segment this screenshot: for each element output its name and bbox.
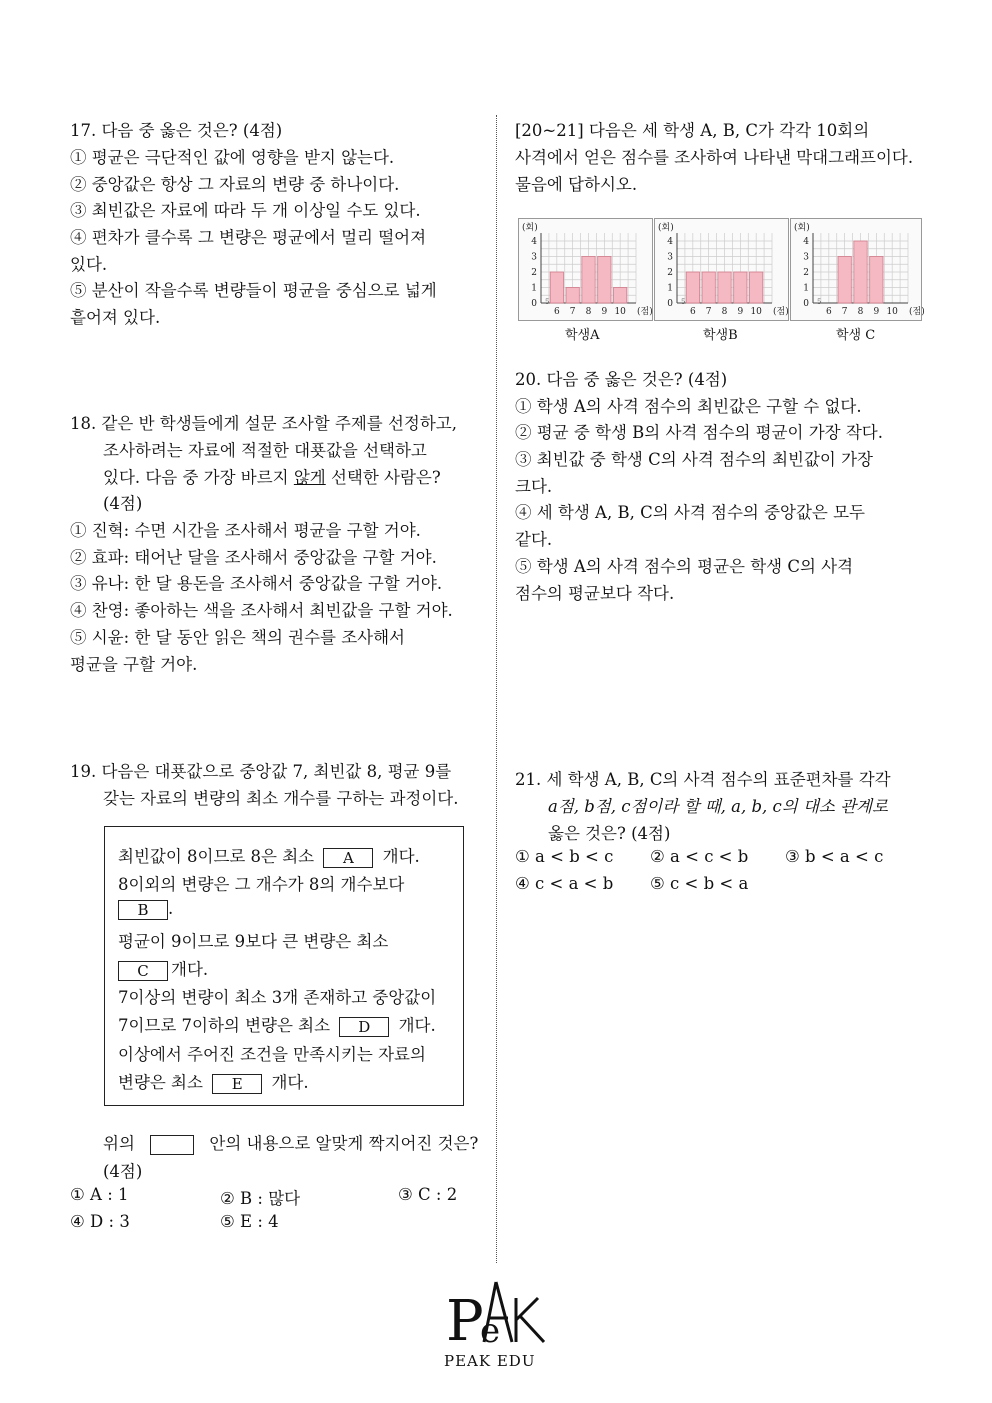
q19-title-2: 갖는 자료의 변량의 최소 개수를 구하는 과정이다. <box>103 789 459 808</box>
y-tick-label: 3 <box>667 252 673 263</box>
chart-a-title: 학생A <box>565 328 600 343</box>
blank-c: C <box>118 961 168 981</box>
box-line-8: 이상에서 주어진 조건을 만족시키는 자료의 <box>118 1045 426 1064</box>
q18-choice-4: ④ 찬영: 좋아하는 색을 조사해서 최빈값을 구할 거야. <box>70 601 453 620</box>
box-line-7b: 개다. <box>398 1016 436 1035</box>
q21-choice-5: ⑤ c < b < a <box>650 874 749 893</box>
q18-choice-2: ② 효파: 태어난 달을 조사해서 중앙값을 구할 거야. <box>70 548 437 567</box>
x-tick-label: 7 <box>569 307 576 317</box>
chart-panel-c <box>790 218 925 321</box>
bar <box>750 272 763 303</box>
bar <box>582 257 595 304</box>
q19-title: 19. 다음은 대푯값으로 중앙값 7, 최빈값 8, 평균 9를 <box>70 762 452 781</box>
y-tick-label: 4 <box>531 237 537 247</box>
x-tick-label: 9 <box>737 307 744 317</box>
column-divider <box>496 115 497 1263</box>
q18-choice-1: ① 진혁: 수면 시간을 조사해서 평균을 구할 거야. <box>70 521 421 540</box>
box-line-9b: 개다. <box>271 1073 309 1092</box>
q18-title-2: 조사하려는 자료에 적절한 대푯값을 선택하고 <box>103 441 427 460</box>
y-tick-label: 2 <box>667 268 673 278</box>
q20-choice-1: ① 학생 A의 사격 점수의 최빈값은 구할 수 없다. <box>515 397 862 416</box>
box-line-1a: 최빈값이 8이므로 8은 최소 <box>118 847 315 866</box>
svg-text:e: e <box>480 1311 501 1351</box>
y-tick-label: 2 <box>531 268 537 278</box>
q21-choice-1: ① a < b < c <box>515 847 614 866</box>
x-axis-label: (점) <box>909 307 925 317</box>
bar <box>734 272 747 303</box>
x-axis-label: (점) <box>637 307 653 317</box>
bar <box>838 257 851 304</box>
chart-b-title: 학생B <box>703 328 738 343</box>
bar <box>598 257 611 304</box>
box-line-9a: 변량은 최소 <box>118 1073 203 1092</box>
chart-b-svg <box>655 219 788 320</box>
q17-choice-2: ② 중앙값은 항상 그 자료의 변량 중 하나이다. <box>70 175 400 194</box>
x-tick-label: 10 <box>750 307 762 317</box>
q17-choice-1: ① 평균은 극단적인 값에 영향을 받지 않는다. <box>70 148 395 167</box>
y-tick-label: 1 <box>803 283 809 294</box>
q18-title: 18. 같은 반 학생들에게 설문 조사할 주제를 선정하고, <box>70 414 457 433</box>
y-tick-label: 3 <box>803 252 809 263</box>
box-line-9 <box>118 1069 309 1094</box>
box-line-5 <box>118 956 208 981</box>
q17-title: 17. 다음 중 옳은 것은? (4점) <box>70 121 283 140</box>
box-line-3 <box>118 899 173 920</box>
q20-choice-5-cont: 점수의 평균보다 작다. <box>515 584 675 603</box>
x-tick-label: 9 <box>873 307 880 317</box>
intro-line-3: 물음에 답하시오. <box>515 175 638 194</box>
blank-empty <box>150 1135 194 1155</box>
q20-choice-3: ③ 최빈값 중 학생 C의 사격 점수의 최빈값이 가장 <box>515 450 873 469</box>
svg-text:P: P <box>446 1289 484 1354</box>
x-break-label: 5 <box>817 298 822 306</box>
bar <box>702 272 715 303</box>
q19-points: (4점) <box>103 1162 143 1181</box>
q20-choice-5: ⑤ 학생 A의 사격 점수의 평균은 학생 C의 사격 <box>515 557 854 576</box>
x-tick-label: 6 <box>689 307 696 317</box>
x-break-label: 5 <box>545 298 550 306</box>
y-tick-label: 0 <box>667 299 673 309</box>
intro-line-2: 사격에서 얻은 점수를 조사하여 나타낸 막대그래프이다. <box>515 148 914 167</box>
x-tick-label: 8 <box>857 307 864 317</box>
box-line-7a: 7이므로 7이하의 변량은 최소 <box>118 1016 331 1035</box>
blank-d: D <box>339 1017 389 1037</box>
x-tick-label: 8 <box>585 307 592 317</box>
bar <box>550 272 563 303</box>
box-line-4: 평균이 9이므로 9보다 큰 변량은 최소 <box>118 932 389 951</box>
q19-choice-1: ① A : 1 <box>70 1185 129 1204</box>
y-tick-label: 1 <box>531 283 537 294</box>
q17-choice-4-cont: 있다. <box>70 255 108 274</box>
q18-title-3b: 선택한 사람은? <box>325 468 441 487</box>
y-axis-label: (회) <box>794 223 810 233</box>
bar <box>686 272 699 303</box>
q19-choice-2: ② B : 많다 <box>220 1189 301 1208</box>
box-line-3b: . <box>168 899 174 918</box>
y-tick-label: 1 <box>667 283 673 294</box>
y-tick-label: 0 <box>531 299 537 309</box>
q18-choice-5: ⑤ 시윤: 한 달 동안 읽은 책의 권수를 조사해서 <box>70 628 405 647</box>
bar <box>566 288 579 304</box>
q17-choice-5: ⑤ 분산이 작을수록 변량들이 평균을 중심으로 넓게 <box>70 281 437 300</box>
bar <box>718 272 731 303</box>
x-tick-label: 8 <box>721 307 728 317</box>
peak-logo <box>440 1278 552 1373</box>
x-tick-label: 6 <box>825 307 832 317</box>
q17-choice-5-cont: 흩어져 있다. <box>70 308 161 327</box>
y-tick-label: 2 <box>803 268 809 278</box>
blank-a: A <box>323 848 373 868</box>
peak-logo-mark <box>440 1278 552 1354</box>
y-tick-label: 3 <box>531 252 537 263</box>
q21-choice-4: ④ c < a < b <box>515 874 614 893</box>
x-tick-label: 7 <box>841 307 848 317</box>
intro-line-1: [20~21] 다음은 세 학생 A, B, C가 각각 10회의 <box>515 121 870 140</box>
x-break-label: 5 <box>681 298 686 306</box>
box-line-1 <box>118 843 420 868</box>
peak-logo-text: PEAK EDU <box>444 1352 536 1370</box>
q19-question-b: 안의 내용으로 알맞게 짝지어진 것은? <box>209 1134 479 1153</box>
q18-choice-5-cont: 평균을 구할 거야. <box>70 655 198 674</box>
q20-title: 20. 다음 중 옳은 것은? (4점) <box>515 370 728 389</box>
q21-title: 21. 세 학생 A, B, C의 사격 점수의 표준편차를 각각 <box>515 770 891 789</box>
q17-choice-4: ④ 편차가 클수록 그 변량은 평균에서 멀리 떨어져 <box>70 228 427 247</box>
q20-choice-4: ④ 세 학생 A, B, C의 사격 점수의 중앙값은 모두 <box>515 503 865 522</box>
q21-title-3: 옳은 것은? (4점) <box>548 824 671 843</box>
y-axis-label: (회) <box>522 223 538 233</box>
q18-underlined: 않게 <box>293 468 326 487</box>
box-line-6: 7이상의 변량이 최소 3개 존재하고 중앙값이 <box>118 988 437 1007</box>
q20-choice-3-cont: 크다. <box>515 477 553 496</box>
q17-choice-3: ③ 최빈값은 자료에 따라 두 개 이상일 수도 있다. <box>70 201 421 220</box>
x-tick-label: 10 <box>886 307 898 317</box>
q18-title-3 <box>103 464 441 488</box>
box-line-5b: 개다. <box>171 960 209 979</box>
q18-choice-3: ③ 유나: 한 달 용돈을 조사해서 중앙값을 구할 거야. <box>70 574 443 593</box>
q21-choice-3: ③ b < a < c <box>785 847 884 866</box>
chart-c-svg <box>791 219 925 320</box>
q21-choice-2: ② a < c < b <box>650 847 749 866</box>
q20-choice-4-cont: 같다. <box>515 530 553 549</box>
bar <box>870 257 883 304</box>
chart-c-title: 학생 C <box>836 328 876 343</box>
chart-a-svg <box>519 219 652 320</box>
q19-choice-4: ④ D : 3 <box>70 1212 130 1231</box>
x-axis-label: (점) <box>773 307 789 317</box>
bar <box>854 241 867 303</box>
q18-points: (4점) <box>103 494 143 513</box>
y-tick-label: 4 <box>667 237 673 247</box>
q19-question <box>103 1130 478 1155</box>
chart-panel-a <box>518 218 653 321</box>
x-tick-label: 9 <box>601 307 608 317</box>
box-line-2: 8이외의 변량은 그 개수가 8의 개수보다 <box>118 875 405 894</box>
x-tick-label: 10 <box>614 307 626 317</box>
bar <box>614 288 627 304</box>
x-tick-label: 7 <box>705 307 712 317</box>
blank-b: B <box>118 900 168 920</box>
y-tick-label: 0 <box>803 299 809 309</box>
q20-choice-2: ② 평균 중 학생 B의 사격 점수의 평균이 가장 작다. <box>515 423 883 442</box>
q19-question-a: 위의 <box>103 1134 135 1153</box>
box-line-1b: 개다. <box>382 847 420 866</box>
y-axis-label: (회) <box>658 223 674 233</box>
q19-choice-5: ⑤ E : 4 <box>220 1212 279 1231</box>
q18-title-3a: 있다. 다음 중 가장 바르지 <box>103 468 294 487</box>
blank-e: E <box>212 1074 262 1094</box>
box-line-7 <box>118 1012 436 1037</box>
chart-panel-b <box>654 218 789 321</box>
x-tick-label: 6 <box>553 307 560 317</box>
y-tick-label: 4 <box>803 237 809 247</box>
q19-choice-3: ③ C : 2 <box>398 1185 458 1204</box>
q21-title-2: a점, b점, c점이라 할 때, a, b, c의 대소 관계로 <box>548 797 888 816</box>
